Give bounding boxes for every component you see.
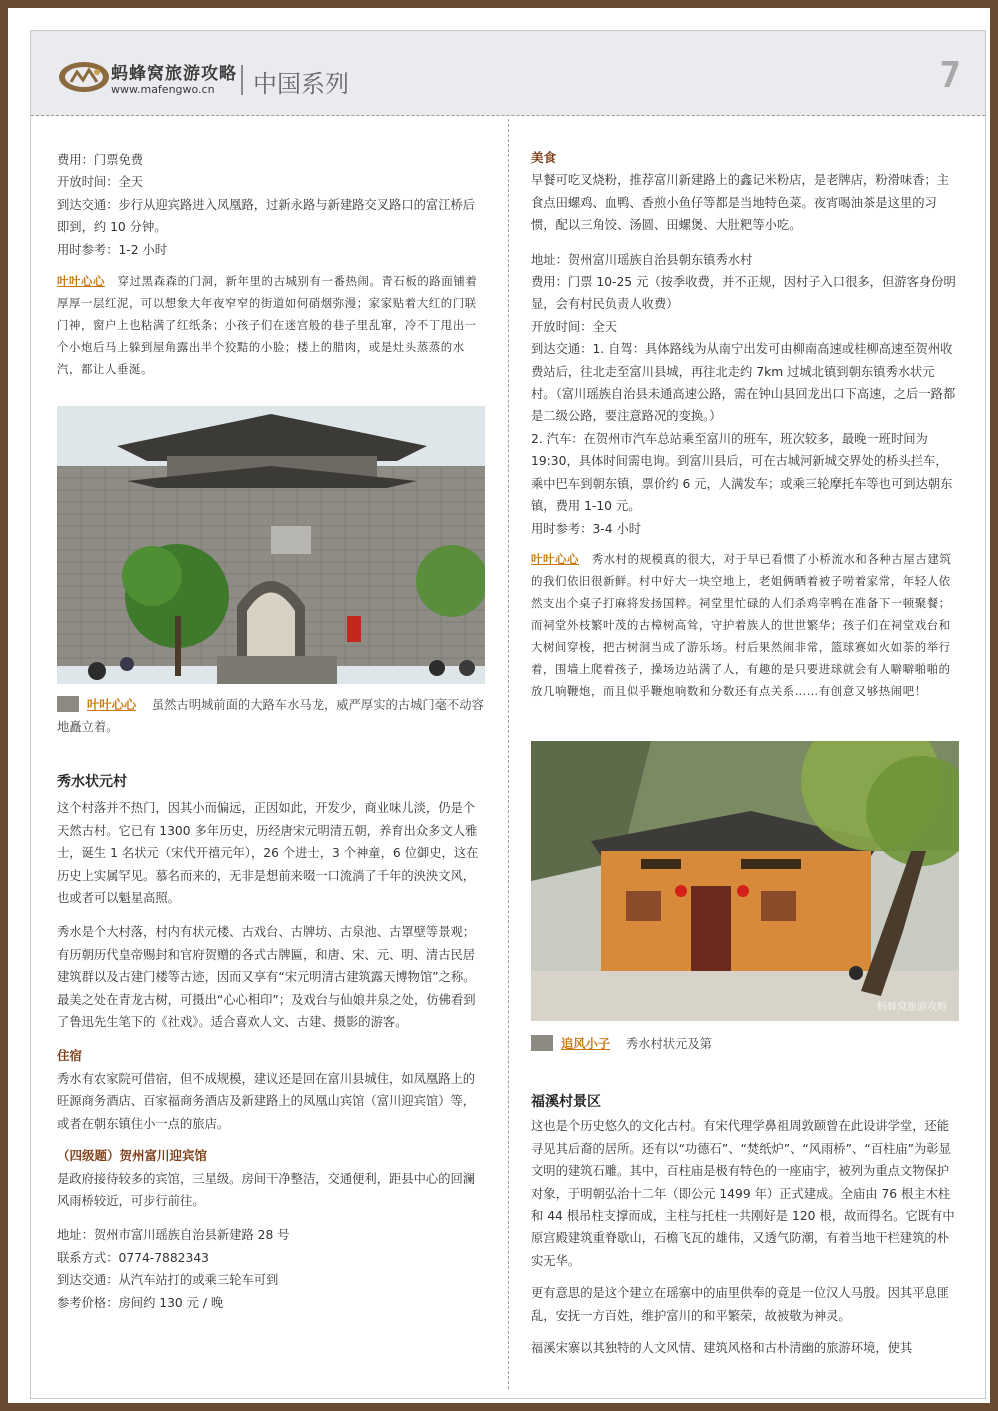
page	[30, 30, 986, 1399]
series-title: 中国系列	[253, 70, 349, 98]
paragraph: 秀水有农家院可借宿，但不成规模，建议还是回在富川县城住，如凤凰路上的旺源商务酒店、百家福商务酒店及新建路上的凤凰山宾馆（富川迎宾馆）等，或者在朝东镇住小一点的旅店。	[57, 1071, 476, 1131]
brand-url: www.mafengwo.cn	[111, 83, 215, 96]
intro-line: 到达交通：步行从迎宾路进入凤凰路，过新永路与新建路交叉路口的富江桥后即到，约 10 分钟。	[57, 197, 476, 235]
intro-line: 开放时间：全天	[57, 175, 144, 190]
hint-box	[531, 548, 959, 702]
page-header	[31, 31, 985, 116]
info-line: 地址：贺州富川瑶族自治县朝东镇秀水村	[531, 252, 753, 267]
zhuangyuan-hall-photo	[531, 741, 959, 1021]
paragraph: 福溪宋寨以其独特的人文风情、建筑风格和古朴清幽的旅游环境，使其	[531, 1341, 913, 1356]
section-xiushui	[57, 771, 485, 1314]
info-line: 用时参考：3-4 小时	[531, 521, 642, 536]
hotel-title: （四级题）贺州富川迎宾馆	[57, 1148, 208, 1164]
subsection-title: 美食	[531, 150, 557, 165]
user-avatar	[57, 696, 79, 712]
photo-caption	[57, 694, 485, 738]
paragraph: 早餐可吃叉烧粉，推荐富川新建路上的鑫记米粉店，是老牌店，粉滑味香；主食点田螺鸡、血鸭、香煎小鱼仔等都是当地特色菜。夜宵喝油茶是这里的习惯，配以三角饺、汤圆、田螺煲、大肚粑等小吃。	[531, 173, 950, 233]
paragraph: 更有意思的是这个建立在瑶寨中的庙里供奉的竟是一位汉人马殷。因其平息匪乱，安抚一方百姓，维护富川的和平繁荣，故被敬为神灵。	[531, 1286, 950, 1323]
caption-username[interactable]: 追风小子	[561, 1037, 611, 1051]
section-title: 福溪村景区	[531, 1094, 601, 1110]
hotel-info-line: 联系方式：0774-7882343	[57, 1250, 209, 1265]
hint-text: 穿过黑森森的门洞，新年里的古城别有一番热闹。青石板的路面铺着厚厚一层红泥，可以想象大年夜窄窄的街道如何硝烟弥漫；家家贴着大红的门联门神，窗户上也粘满了红纸条；小孩子们在迷宫般的巷子里乱窜，冷不丁甩出一个小炮后马上躲到屋角露出半个狡黠的小脸；楼上的腊肉，或是灶头蒸蒸的水汽，都让人垂涎。	[57, 274, 478, 376]
paragraph: 这个村落并不热门，因其小而偏远，正因如此，开发少，商业味儿淡，仍是个天然古村。它已有 1300 多年历史，历经唐宋元明清五朝，养育出众多文人雅士，诞生 1 名状元（宋代开禧元年），26 个进士，3 个神童，6 位御史，这在历史上实属罕见。慕名而来的，无非是想前来啜一口流淌了千年的泱泱文风，也或者可以魁星高照。	[57, 801, 479, 906]
info-line: 费用：门票 10-25 元（按季收费，并不正规，因村子入口很多，但游客身份明显，会有村民负责人收费）	[531, 275, 956, 312]
info-line: 2. 汽车：在贺州市汽车总站乘至富川的班车，班次较多，最晚一班时间为 19:30，具体时间需电询。到富川县后，可在古城河新城交界处的桥头拦车，乘中巴车到朝东镇，票价约 6 元，人满发车；或乘三轮摩托车等也可到达朝东镇，费用 1-10 元。	[531, 431, 953, 514]
paragraph: 这也是个历史悠久的文化古村。有宋代理学鼻祖周敦颐曾在此设讲学堂，还能寻见其后裔的居所。还有以“功德石”、“焚纸炉”、“风雨桥”、“百柱庙”为彰显文明的建筑石雕。其中，百柱庙是极有特色的一座庙宇，被列为重点文物保护对象，于明朝弘治十二年（即公元 1499 年）正式建成。全庙由 76 根主木柱和 44 根吊柱支撑而成，主柱与托柱一共刚好是 120 根，故而得名。它既有中原宫殿建筑重脊歇山，石檐飞瓦的雄伟，又透气防潮，有着当地干栏建筑的朴实无华。	[531, 1119, 955, 1268]
brand-name: 蚂蜂窝旅游攻略	[111, 64, 237, 84]
hotel-info-line: 到达交通：从汽车站打的或乘三轮车可到	[57, 1273, 279, 1288]
user-avatar	[531, 1035, 553, 1051]
caption-username[interactable]: 叶叶心心	[87, 698, 137, 712]
info-line: 到达交通：1. 自驾：具体路线为从南宁出发可由柳南高速或桂柳高速至贺州收费站后，往北走至富川县城，再往北走约 7km 过城北镇到朝东镇秀水状元村。（富川瑶族自治县未通高速公路，需在钟山县回龙出口下高速，之后一路都是二级公路，要注意路况的变换。）	[531, 342, 956, 424]
hotel-info-line: 地址：贺州市富川瑶族自治县新建路 28 号	[57, 1228, 290, 1243]
photo-caption	[531, 1033, 959, 1055]
hint-username[interactable]: 叶叶心心	[57, 274, 105, 288]
caption-text: 虽然古明城前面的大路车水马龙，威严厚实的古城门毫不动容地矗立着。	[57, 698, 484, 734]
paragraph: 是政府接待较多的宾馆，三星级。房间干净整洁，交通便利，距县中心的回澜风雨桥较近，可步行前往。	[57, 1171, 476, 1208]
hotel-info-line: 参考价格：房间约 130 元 / 晚	[57, 1295, 224, 1310]
hint-username[interactable]: 叶叶心心	[531, 552, 579, 566]
column-divider	[508, 119, 509, 1389]
info-line: 开放时间：全天	[531, 319, 618, 334]
subsection-title: 住宿	[57, 1048, 83, 1064]
page-frame	[8, 8, 990, 1403]
paragraph: 秀水是个大村落，村内有状元楼、古戏台、古牌坊、古泉池、古罩壁等景观；有历朝历代皇帝赐封和官府贺赠的各式古牌匾，和唐、宋、元、明、清古民居建筑群以及古建门楼等古迹，因而又享有“宋元明清古建筑露天博物馆”之称。最美之处在青龙古树，可摄出“心心相印”；及戏台与仙娘井泉之处，仿佛看到了鲁迅先生笔下的《社戏》。适合喜欢人文、古建、摄影的游客。	[57, 925, 476, 1030]
left-intro	[57, 149, 485, 261]
section-food	[531, 147, 959, 540]
intro-line: 费用：门票免费	[57, 153, 144, 167]
section-title: 秀水状元村	[57, 774, 127, 790]
section-fuxi	[531, 1091, 959, 1359]
intro-line: 用时参考：1-2 小时	[57, 242, 168, 257]
mafengwo-logo-icon	[57, 60, 111, 94]
city-gate-photo	[57, 406, 485, 684]
hint-box	[57, 270, 485, 380]
caption-text: 秀水村状元及第	[625, 1037, 712, 1051]
page-number: 7	[939, 55, 961, 96]
hint-text: 秀水村的规模真的很大，对于早已看惯了小桥流水和各种古屋古建筑的我们依旧很新鲜。村中好大一块空地上，老姐俩晒着被子唠着家常，年轻人依然支出个桌子打麻将发扬国粹。祠堂里忙碌的人们杀鸡宰鸭在准备下一顿聚餐；而祠堂外枝繁叶茂的古樟树高耸，守护着族人的世世繁华；孩子们在祠堂戏台和大树间穿梭，把古树洞当成了游乐场。村后果然闹非常，篮球赛如火如荼的举行着，围墙上爬着孩子，操场边站满了人，有趣的是只要进球就会有人噼噼啪啪的放几响鞭炮，而且似乎鞭炮响数和分数还有点关系……有创意又够热闹吧！	[531, 552, 952, 698]
photo-watermark: 蚂蜂窝旅游攻略	[877, 1002, 947, 1013]
header-separator	[241, 65, 243, 95]
